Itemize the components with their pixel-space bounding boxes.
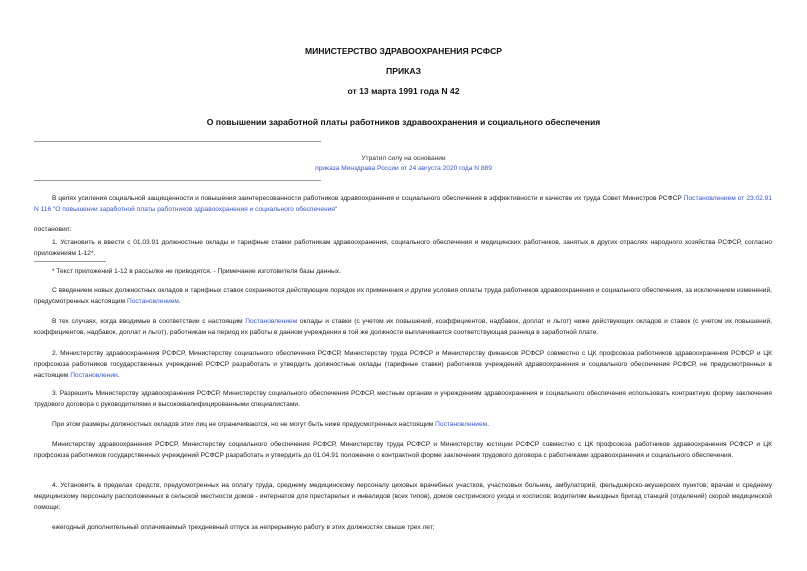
repeal-notice: Утратил силу на основании	[361, 155, 446, 162]
document-subject: О повышении заработной платы работников здравоохранения и социального обеспечения	[206, 117, 601, 127]
difference-text-b: оклады и ставки (с учетом их повышений, коэффициентов, надбавок, доплат и льгот) ниже действующих окладов и ставок (с учетом их повышений, коэффициентов, надбавок, доплат и льгот), работникам на период их работы в данном учреждении в той же должности выплачивается соответствующая разница в заработной плате.	[34, 318, 773, 336]
paragraph-resolved: постановил:	[34, 226, 72, 233]
paragraph-leave: ежегодный дополнительный оплачиваемый трехдневный отпуск за непрерывную работу в этих должностях свыше трех лет;	[52, 524, 435, 531]
item-2-text: 2. Министерству здравоохранения РСФСР, Министерству социального обеспечения РСФСР, Министерству труда РСФСР и Министерству финансов РСФСР совместно с ЦК профсоюза работников здравоохранения РСФСР и ЦК профсоюза работников государственных учреждений РСФСР разработать и утвердить должностные оклады (тарифные ставки) работников учреждений здравоохранения и социального обеспечения РСФСР, не предусмотренных в настоящем	[34, 350, 772, 379]
decree-link-4[interactable]: Постановлением	[435, 421, 488, 428]
footnote-text: * Текст приложений 1-12 в рассылке не приводятся. - Примечание изготовителя базы данных.	[52, 268, 341, 275]
paragraph-salary-limits: При этом размеры должностных окладов этих лиц не ограничиваются, но не могут быть ниже предусмотренных настоящим Постановлением.	[52, 421, 490, 428]
paragraph-difference	[34, 316, 772, 338]
paragraph-item-2: 2. Министерству здравоохранения РСФСР, Министерству социального обеспечения РСФСР, Министерству труда РСФСР и Министерству финансов РСФСР совместно с ЦК профсоюза работников здравоохранения РСФСР и ЦК профсоюза работников государственных учреждений РСФСР разработать и утвердить должностные оклады (тарифные ставки) работников учреждений здравоохранения и социального обеспечения РСФСР, не предусмотренных в настоящем Постановлении.	[34, 350, 772, 379]
difference-text-a: В тех случаях, когда вводимые в соответствии с настоящим	[52, 318, 246, 325]
decree-link-3[interactable]: Постановлении	[70, 372, 118, 379]
decree-link-2[interactable]: Постановлением	[245, 318, 298, 325]
paragraph-item-4: 4. Установить в пределах средств, предусмотренных на оплату труда, среднему медицинскому персоналу цеховых врачебных участков, участковых больниц, амбулаторий, фельдшерско-акушерских пунктов; врачам и среднему медицинскому персоналу расположенных в сельской местности домов - интернатов для престарелых и инвалидов (всех типов), домов сестринского ухода и хосписов; водителям выездных бригад станций (отделений) скорой медицинской помощи:	[34, 482, 772, 511]
decree-116-link[interactable]: Постановлением от 23.02.91 N 116 "О повышении заработной платы работников здравоохранения и социального обеспечения"	[34, 195, 773, 213]
repeal-notice-line	[0, 163, 807, 174]
ministry-title: МИНИСТЕРСТВО ЗДРАВООХРАНЕНИЯ РСФСР	[304, 46, 503, 56]
rates-text: С введением новых должностных окладов и тарифных ставок сохраняются действующие порядок их применения и другие условия оплаты труда работников здравоохранения и социального обеспечения, за исключением изменений, предусмотренных настоящим	[34, 287, 772, 305]
paragraph-rates: С введением новых должностных окладов и тарифных ставок сохраняются действующие порядок их применения и другие условия оплаты труда работников здравоохранения и социального обеспечения, за исключением изменений, предусмотренных настоящим Постановлением.	[34, 287, 772, 305]
decree-link-1[interactable]: Постановлением	[126, 298, 179, 305]
preamble-text: В целях усиления социальной защищенности и повышения заинтересованности работников здравоохранения и социального обеспечения в эффективности и качестве их труда Совет Министров РСФСР	[52, 195, 684, 202]
document-type: ПРИКАЗ	[386, 66, 421, 76]
paragraph-preamble	[34, 193, 772, 215]
paragraph-item-1: 1. Установить и ввести с 01.03.91 должностные оклады и тарифные ставки работникам здравоохранения, социального обеспечения и медицинских работников, занятых в других отраслях народного хозяйства РСФСР, согласно приложениям 1-12*.	[34, 239, 772, 257]
paragraph-item-3: 3. Разрешить Министерству здравоохранения РСФСР, Министерству социального обеспечения РСФСР, местным органам и учреждениям здравоохранения и социального обеспечения использовать контрактную форму заключения трудового договора с руководителями и высококвалифицированными специалистами.	[34, 390, 772, 408]
footnote-divider	[34, 261, 106, 262]
repeal-order-link[interactable]: приказа Минздрава России от 24 августа 2020 года N 889	[315, 165, 492, 172]
salary-limits-text: При этом размеры должностных окладов этих лиц не ограничиваются, но не могут быть ниже предусмотренных настоящим	[52, 421, 436, 428]
paragraph-contract-regulation: Министерству здравоохранения РСФСР, Министерству социального обеспечения РСФСР, Министерству труда РСФСР и Министерству юстиции РСФСР совместно с ЦК профсоюза работников здравоохранения РСФСР и ЦК профсоюза работников государственных учреждений РСФСР разработать и утвердить до 01.04.91 положение о контрактной форме заключения трудового договора с работниками здравоохранения и социального обеспечения.	[34, 441, 772, 459]
document-date-number: от 13 марта 1991 года N 42	[347, 86, 460, 96]
divider-top	[34, 141, 321, 142]
divider-bottom	[34, 180, 321, 181]
